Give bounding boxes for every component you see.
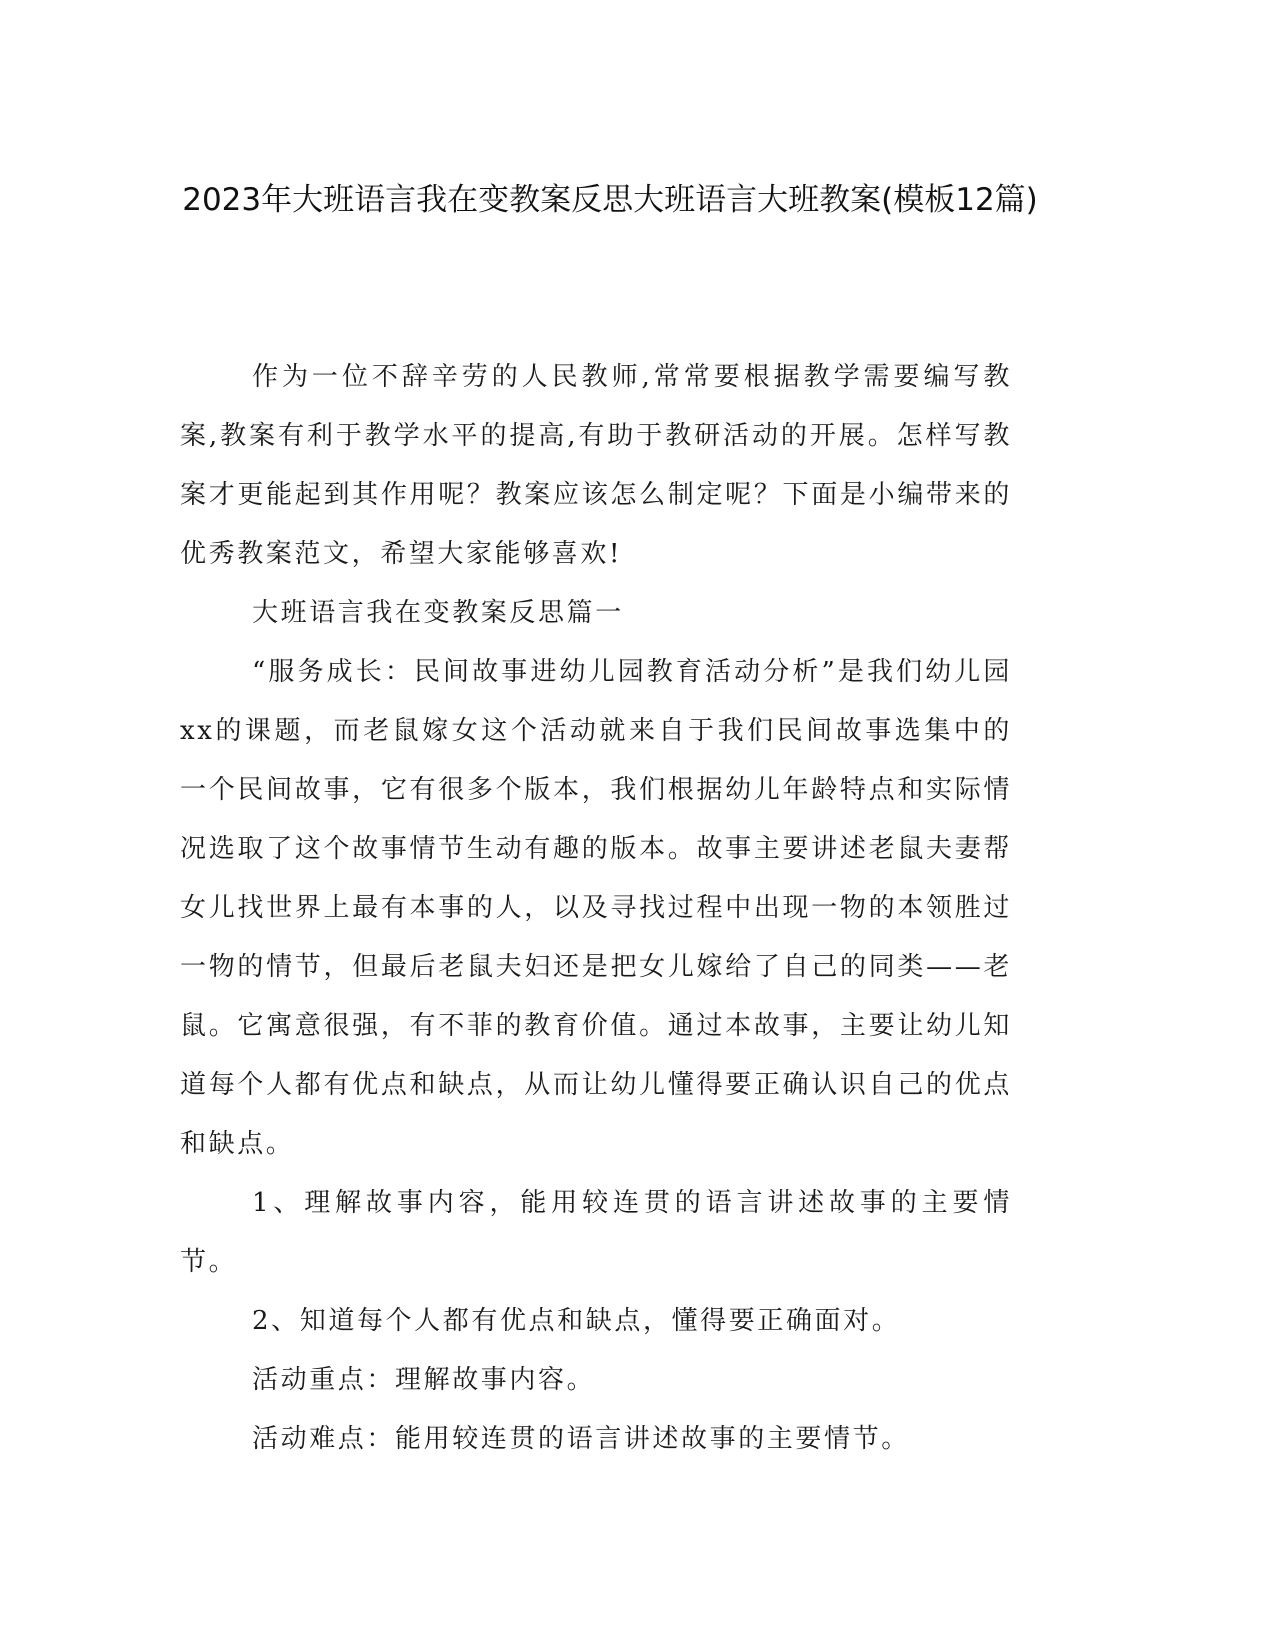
intro-paragraph: 作为一位不辞辛劳的人民教师,常常要根据教学需要编写教案,教案有利于教学水平的提高,有助于教研活动的开展。怎样写教案才更能起到其作用呢？教案应该怎么制定呢？下面是小编带来的优秀教案范文，希望大家能够喜欢! [180,362,1012,569]
objective-item-2: 2、知道每个人都有优点和缺点，懂得要正确面对。 [252,1306,901,1336]
objective-item-1: 1、理解故事内容，能用较连贯的语言讲述故事的主要情节。 [180,1188,1012,1277]
section-heading: 大班语言我在变教案反思篇一 [252,598,624,628]
document-body [180,348,1012,1469]
document-title: 2023年大班语言我在变教案反思大班语言大班教案(模板12篇) [182,182,1038,218]
activity-focus: 活动重点：理解故事内容。 [252,1365,596,1395]
activity-difficulty: 活动难点：能用较连贯的语言讲述故事的主要情节。 [252,1424,910,1454]
background-paragraph: “服务成长：民间故事进幼儿园教育活动分析”是我们幼儿园xx的课题，而老鼠嫁女这个活动就来自于我们民间故事选集中的一个民间故事，它有很多个版本，我们根据幼儿年龄特点和实际情况选取了这个故事情节生动有趣的版本。故事主要讲述老鼠夫妻帮女儿找世界上最有本事的人，以及寻找过程中出现一物的本领胜过一物的情节，但最后老鼠夫妇还是把女儿嫁给了自己的同类——老鼠。它寓意很强，有不菲的教育价值。通过本故事，主要让幼儿知道每个人都有优点和缺点，从而让幼儿懂得要正确认识自己的优点和缺点。 [180,657,1012,1159]
